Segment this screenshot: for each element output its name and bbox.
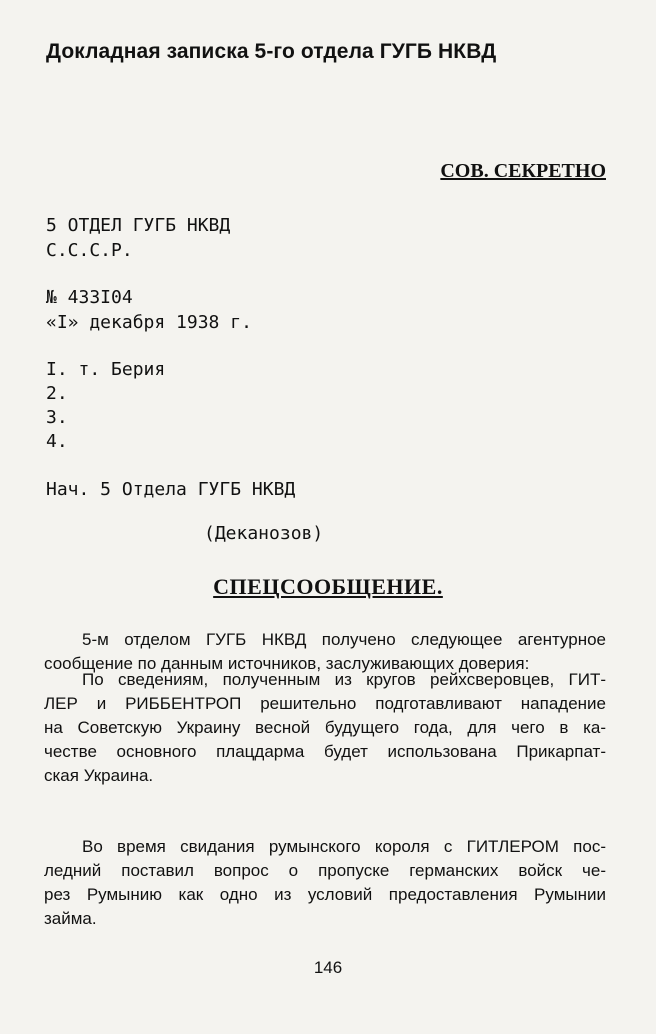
paragraph-line: займа.	[44, 909, 97, 928]
number-date-block	[46, 286, 252, 336]
document-title: СПЕЦСООБЩЕНИЕ.	[213, 574, 443, 599]
paragraph-line: По сведениям, полученным из кругов рейхсверовцев, ГИТ-	[82, 670, 606, 689]
page-number: 146	[313, 958, 343, 977]
document-number: № 433I04	[46, 287, 133, 308]
paragraph-line: Во время свидания румынского короля с ГИТЛЕРОМ пос-	[82, 837, 606, 856]
address-block	[46, 214, 230, 264]
paragraph-line: рез Румынию как одно из условий предоставления Румынии	[44, 885, 606, 904]
recipient-list	[46, 358, 165, 454]
paragraph-3	[44, 835, 606, 931]
signature: (Деканозов)	[204, 523, 324, 544]
paragraph-line: ская Украина.	[44, 766, 154, 785]
paragraph-line: 5-м отделом ГУГБ НКВД получено следующее агентурное	[82, 630, 606, 649]
paragraph-line: сообщение по данным источников, заслуживающих доверия:	[44, 654, 530, 673]
classification-stamp: СОВ. СЕКРЕТНО	[440, 160, 606, 182]
paragraph-line: на Советскую Украину весной будущего года, для чего в ка-	[44, 718, 606, 737]
paragraph-line: ледний поставил вопрос о пропуске германских войск че-	[44, 861, 606, 880]
address-line: С.С.С.Р.	[46, 240, 133, 261]
paragraph-line: ЛЕР и РИББЕНТРОП решительно подготавливают нападение	[44, 694, 606, 713]
address-line: 5 ОТДЕЛ ГУГБ НКВД	[46, 215, 231, 236]
recipient-item: I. т. Берия	[46, 359, 166, 380]
chief-line: Нач. 5 Отдела ГУГБ НКВД	[46, 479, 296, 500]
paragraph-line: честве основного плацдарма будет использована Прикарпат-	[44, 742, 606, 761]
paragraph-2	[44, 668, 606, 788]
recipient-item: 4.	[46, 431, 68, 452]
recipient-item: 3.	[46, 407, 68, 428]
recipient-item: 2.	[46, 383, 68, 404]
document-date: «I» декабря 1938 г.	[46, 312, 252, 333]
page-heading: Докладная записка 5-го отдела ГУГБ НКВД	[46, 40, 497, 63]
